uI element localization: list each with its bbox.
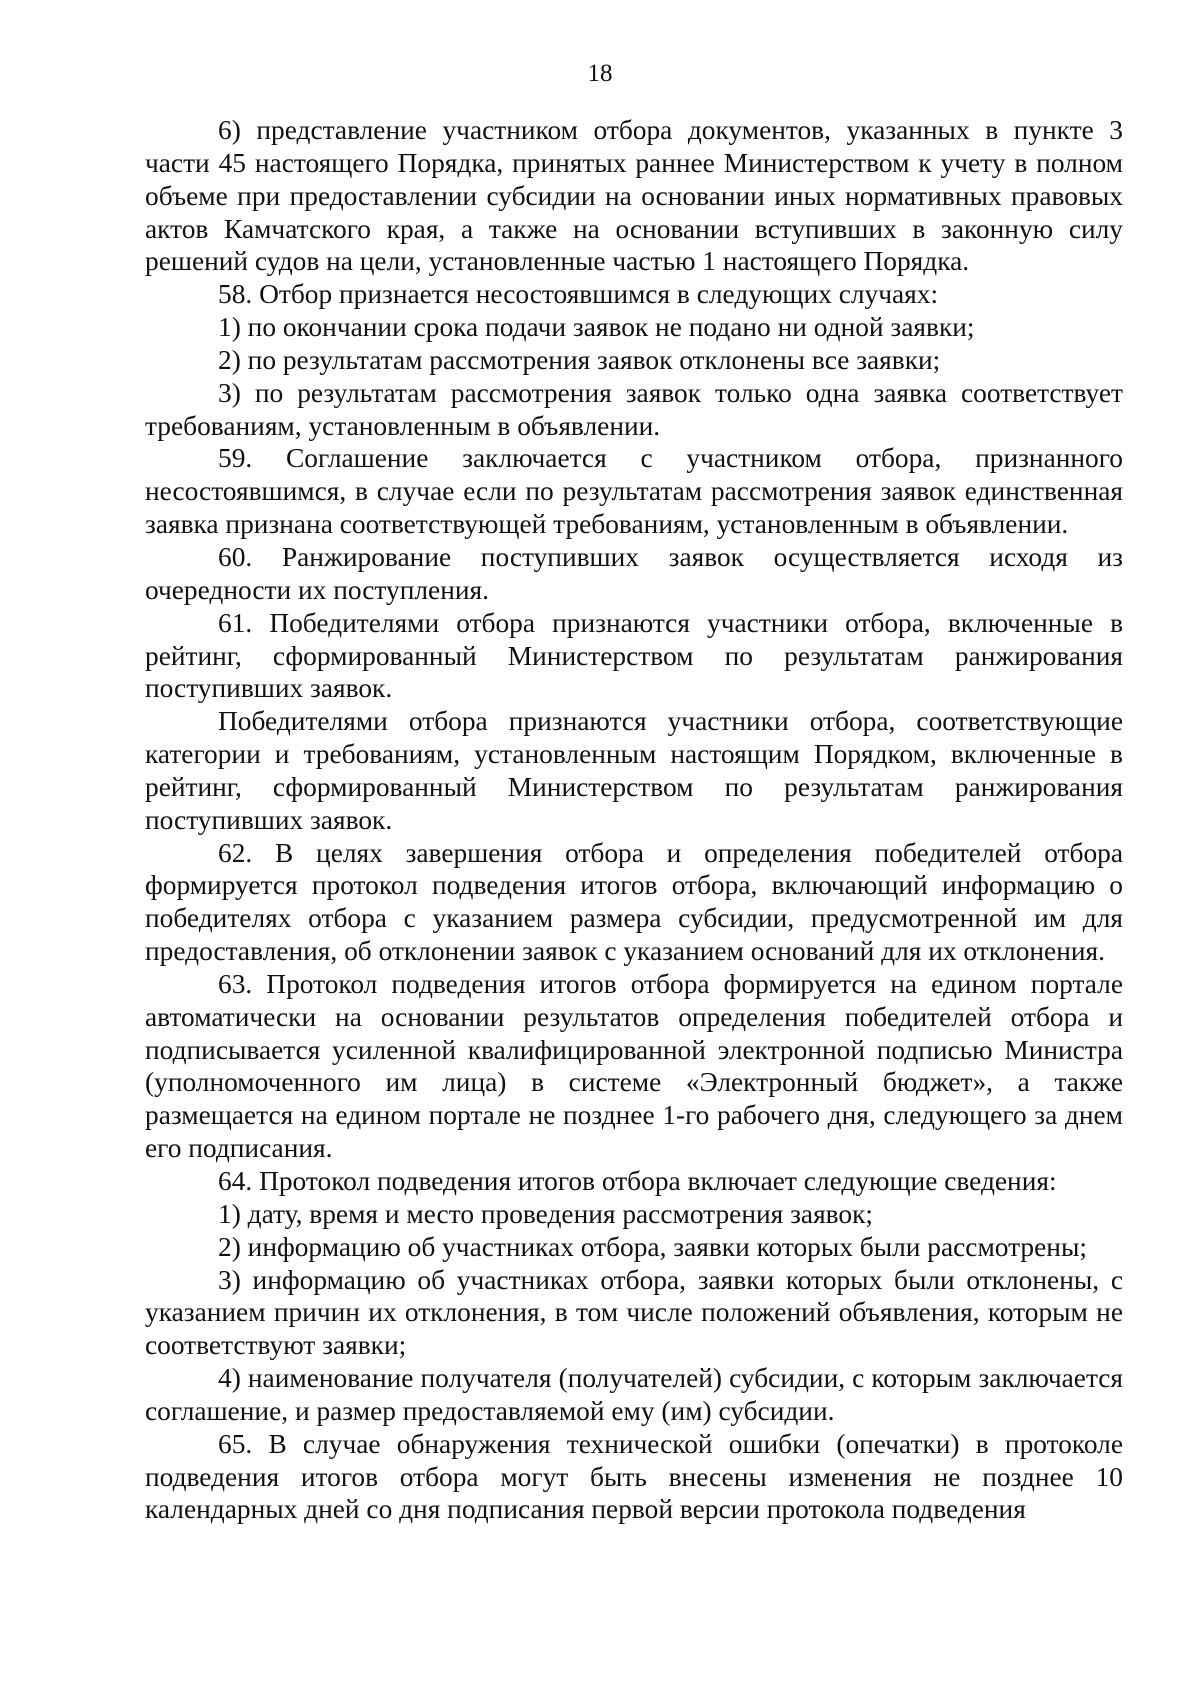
- paragraph-62: 62. В целях завершения отбора и определения победителей отбора формируется протокол подведения итогов отбора, включающий информацию о победителях отбора с указанием размера субсидии, предусмотренной им для предоставления, об отклонении заявок с указанием оснований для их отклонения.: [145, 837, 1123, 967]
- paragraph-64: 64. Протокол подведения итогов отбора включает следующие сведения:: [218, 1166, 1057, 1196]
- paragraph-58-item-2: 2) по результатам рассмотрения заявок отклонены все заявки;: [218, 344, 941, 375]
- body-text: [145, 114, 1123, 1526]
- paragraph-63: 63. Протокол подведения итогов отбора формируется на едином портале автоматически на основании результатов определения победителей отбора и подписывается усиленной квалифицированной электронной подписью Министра (уполномоченного им лица) в системе «Электронный бюджет», а также размещается на едином портале не позднее 1-го рабочего дня, следующего за днем его подписания.: [145, 968, 1123, 1164]
- paragraph-64-item-3: 3) информацию об участниках отбора, заявки которых были отклонены, с указанием причин их отклонения, в том числе положений объявления, которым не соответствуют заявки;: [145, 1264, 1123, 1361]
- paragraph-65: 65. В случае обнаружения технической ошибки (опечатки) в протоколе подведения итогов отбора могут быть внесены изменения не позднее 10 календарных дней со дня подписания первой версии протокола подведения: [145, 1428, 1123, 1525]
- paragraph-61-cont: Победителями отбора признаются участники отбора, соответствующие категории и требованиям, установленным настоящим Порядком, включенные в рейтинг, сформированный Министерством по результатам ранжирования поступивших заявок.: [145, 706, 1123, 835]
- paragraph-64-item-1: 1) дату, время и место проведения рассмотрения заявок;: [218, 1198, 874, 1229]
- paragraph-item-6: 6) представление участником отбора документов, указанных в пункте 3 части 45 настоящего Порядка, принятых раннее Министерством к учету в полном объеме при предоставлении субсидии на основании иных нормативных правовых актов Камчатского края, а также на основании вступивших в законную силу решений судов на цели, установленные частью 1 настоящего Порядка.: [145, 115, 1123, 277]
- paragraph-64-item-4: 4) наименование получателя (получателей) субсидии, с которым заключается соглашение, и размер предоставляемой ему (им) субсидии.: [145, 1363, 1123, 1426]
- paragraph-59: 59. Соглашение заключается с участником отбора, признанного несостоявшимся, в случае если по результатам рассмотрения заявок единственная заявка признана соответствующей требованиям, установленным в объявлении.: [145, 443, 1123, 540]
- paragraph-61: 61. Победителями отбора признаются участники отбора, включенные в рейтинг, сформированный Министерством по результатам ранжирования поступивших заявок.: [145, 607, 1123, 704]
- paragraph-58: 58. Отбор признается несостоявшимся в следующих случаях:: [218, 279, 939, 310]
- paragraph-64-item-2: 2) информацию об участниках отбора, заявки которых были рассмотрены;: [218, 1231, 1087, 1262]
- paragraph-58-item-3: 3) по результатам рассмотрения заявок только одна заявка соответствует требованиям, установленным в объявлении.: [145, 377, 1123, 441]
- paragraph-60: 60. Ранжирование поступивших заявок осуществляется исходя из очередности их поступления.: [145, 541, 1123, 605]
- page-number: 18: [587, 60, 613, 87]
- paragraph-58-item-1: 1) по окончании срока подачи заявок не подано ни одной заявки;: [218, 312, 975, 343]
